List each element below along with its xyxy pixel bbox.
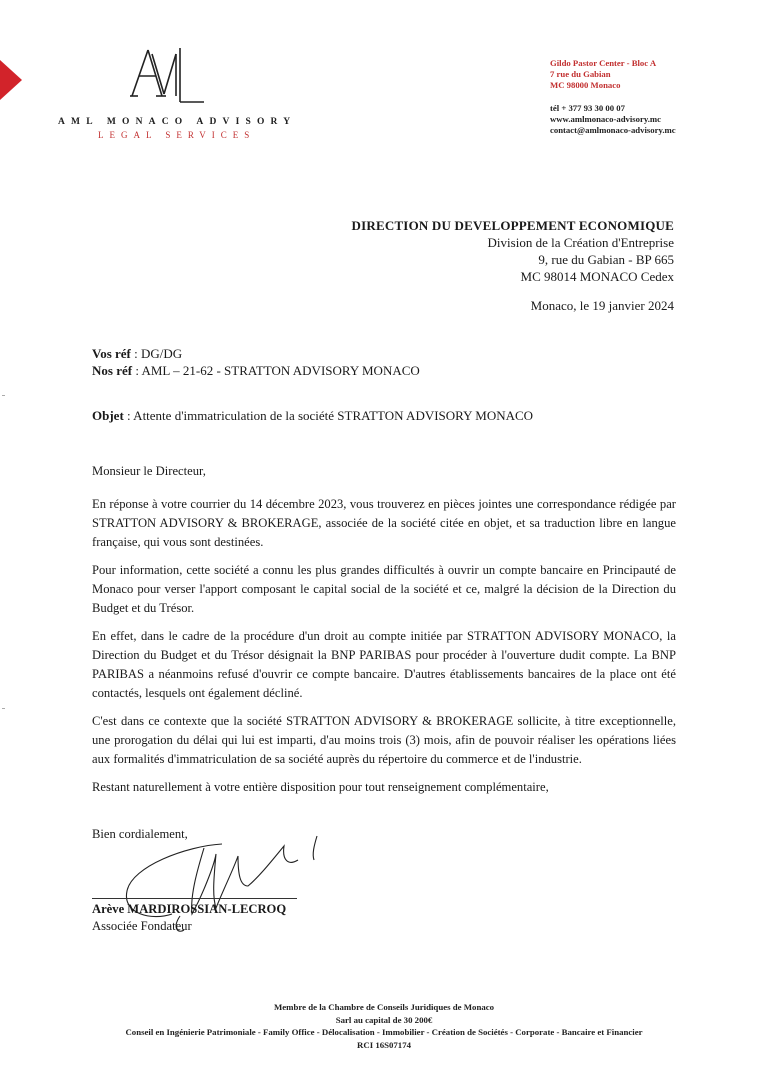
vos-ref-value: : DG/DG bbox=[130, 346, 183, 361]
nos-ref-value: : AML – 21-62 - STRATTON ADVISORY MONACO bbox=[132, 363, 420, 378]
signer-name: Arève MARDIROSSIAN-LECROQ bbox=[92, 902, 287, 916]
body-paragraph: En réponse à votre courrier du 14 décembre 2023, vous trouverez en pièces jointes une correspondance rédigée par STRATTON ADVISORY & BROKERAGE, associée de la société citée en objet, et sa traduction libre en langue française, qui vous sont destinées. bbox=[92, 497, 676, 549]
fold-mark bbox=[2, 395, 5, 396]
phone: tél + 377 93 30 00 07 bbox=[550, 103, 625, 113]
subject-line bbox=[92, 408, 533, 424]
website-link[interactable]: www.amlmonaco-advisory.mc bbox=[550, 114, 661, 124]
vos-ref bbox=[92, 345, 420, 362]
body-paragraph: C'est dans ce contexte que la société STRATTON ADVISORY & BROKERAGE sollicite, à titre exceptionnelle, une prorogation du délai qui lui est imparti, d'au moins trois (3) mois, afin de pouvoir réaliser les opérations liées aux formalités d'immatriculation de sa société auprès du répertoire du commerce et de l'industrie. bbox=[92, 714, 676, 766]
greeting: Monsieur le Directeur, bbox=[92, 464, 206, 478]
body-paragraph: Restant naturellement à votre entière disposition pour tout renseignement complémentaire, bbox=[92, 780, 549, 794]
footer-line: RCI 16S07174 bbox=[356, 1039, 411, 1050]
nos-ref-label: Nos réf bbox=[92, 363, 133, 378]
body-paragraph: En effet, dans le cadre de la procédure d'un droit au compte initiée par STRATTON ADVISORY MONACO, la Direction du Budget et du Trésor désignait la BNP PARIBAS pour procéder à l'ouverture dudit compte. La BNP PARIBAS a néanmoins refusé d'ouvrir ce compte bancaire. D'autres établissements bancaires de la place ont été contactés, lesquels ont également décliné. bbox=[92, 629, 676, 700]
red-triangle-mark bbox=[0, 60, 22, 100]
signer-title: Associée Fondateur bbox=[92, 919, 192, 933]
fold-mark bbox=[2, 708, 5, 709]
body-paragraph: Pour information, cette société a connu les plus grandes difficultés à ouvrir un compte bancaire en Principauté de Monaco pour verser l'apport composant le capital social de la société et ce, malgré la décision de la Direction du Budget et du Trésor. bbox=[92, 563, 676, 615]
letter-body bbox=[92, 462, 676, 806]
recipient-block bbox=[352, 217, 674, 285]
recipient-street: 9, rue du Gabian - BP 665 bbox=[538, 252, 674, 267]
subject-value: : Attente d'immatriculation de la société STRATTON ADVISORY MONACO bbox=[123, 408, 534, 423]
footer-line: Membre de la Chambre de Conseils Juridiques de Monaco bbox=[273, 1002, 495, 1012]
email-link[interactable]: contact@amlmonaco-advisory.mc bbox=[550, 125, 676, 135]
firm-name: AML MONACO ADVISORY bbox=[58, 117, 297, 127]
signature-line bbox=[92, 898, 297, 899]
references bbox=[92, 345, 420, 379]
footer-line: Conseil en Ingénierie Patrimoniale - Family Office - Délocalisation - Immobilier - Création de Sociétés - Corporate - Bancaire et Financier bbox=[125, 1027, 643, 1037]
recipient-city: MC 98014 MONACO Cedex bbox=[520, 269, 674, 284]
closing: Bien cordialement, bbox=[92, 827, 188, 841]
footer-line: Sarl au capital de 30 200€ bbox=[335, 1014, 433, 1025]
vos-ref-label: Vos réf bbox=[92, 346, 131, 361]
address-line: Gildo Pastor Center - Bloc A bbox=[550, 58, 657, 68]
letter-date: Monaco, le 19 janvier 2024 bbox=[530, 298, 674, 313]
signer-block bbox=[92, 901, 286, 935]
page-footer bbox=[0, 1001, 768, 1051]
nos-ref bbox=[92, 362, 420, 379]
firm-contact bbox=[550, 103, 676, 136]
recipient-division: Division de la Création d'Entreprise bbox=[487, 235, 674, 250]
subject-label: Objet bbox=[92, 408, 124, 423]
address-line: MC 98000 Monaco bbox=[550, 80, 621, 90]
firm-subtitle: LEGAL SERVICES bbox=[98, 130, 256, 140]
firm-address bbox=[550, 58, 656, 91]
recipient-org: DIRECTION DU DEVELOPPEMENT ECONOMIQUE bbox=[351, 218, 674, 233]
aml-logo bbox=[128, 44, 208, 106]
address-line: 7 rue du Gabian bbox=[550, 69, 611, 79]
